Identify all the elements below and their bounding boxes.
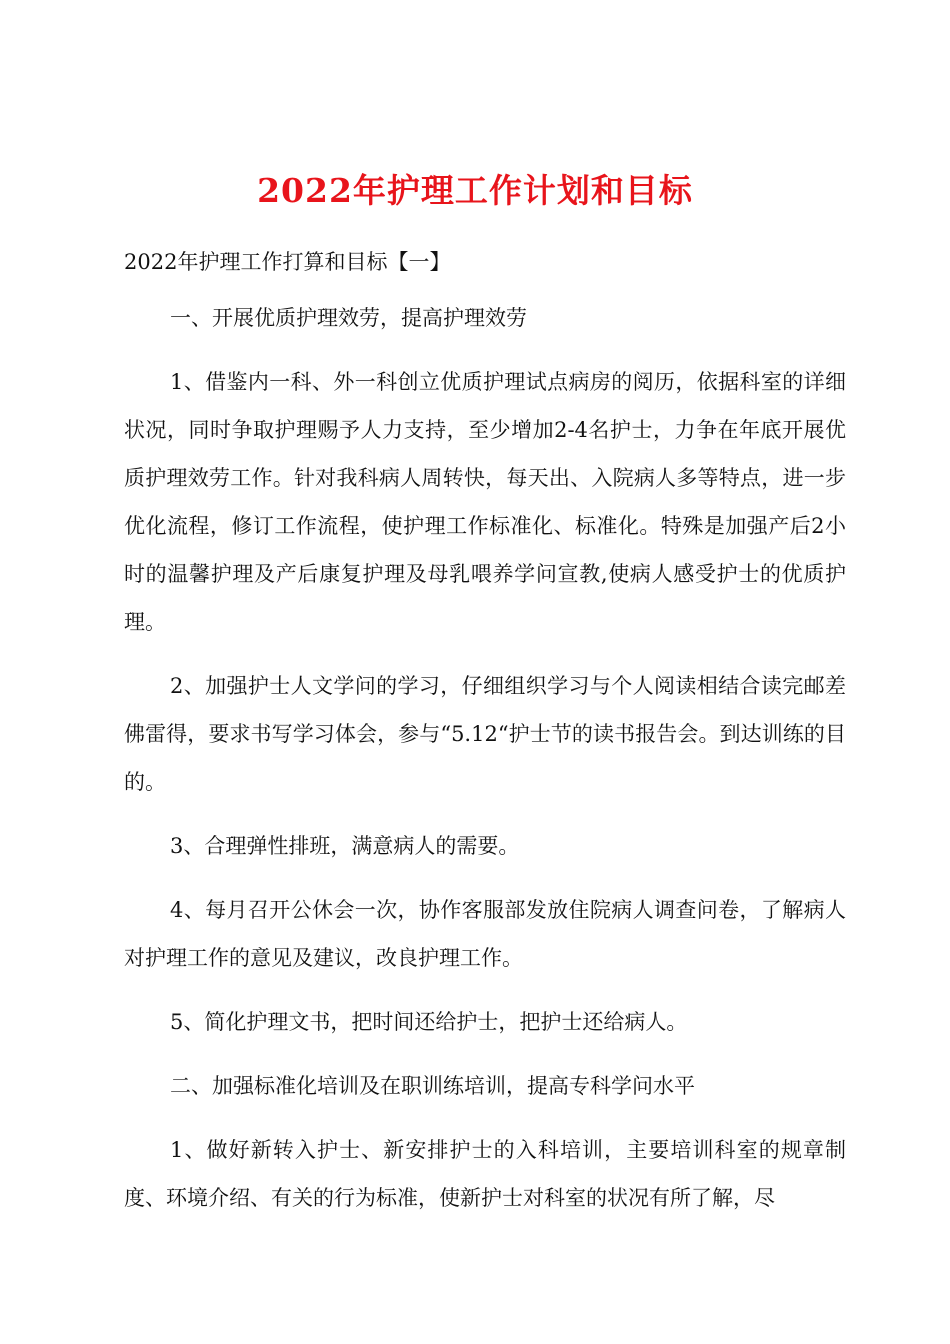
paragraph-item-1-3: 3、合理弹性排班，满意病人的需要。 [170, 834, 520, 858]
paragraph-heading-1: 一、开展优质护理效劳，提高护理效劳 [170, 306, 527, 330]
paragraph-item-1-4: 4、每月召开公休会一次，协作客服部发放住院病人调查问卷，了解病人对护理工作的意见及建议，改良护理工作。 [124, 898, 846, 970]
paragraph-item-2-1: 1、做好新转入护士、新安排护士的入科培训，主要培训科室的规章制度、环境介绍、有关的行为标准，使新护士对科室的状况有所了解，尽 [124, 1138, 846, 1210]
paragraph-item-1-2: 2、加强护士人文学问的学习，仔细组织学习与个人阅读相结合读完邮差佛雷得，要求书写学习体会，参与“5.12“护士节的读书报告会。到达训练的目的。 [124, 674, 846, 794]
paragraph-heading-2: 二、加强标准化培训及在职训练培训，提高专科学问水平 [170, 1074, 695, 1098]
paragraph-item-1-5: 5、简化护理文书，把时间还给护士，把护士还给病人。 [170, 1010, 688, 1034]
document-title: 2022年护理工作计划和目标 [257, 171, 693, 210]
section-subheading: 2022年护理工作打算和目标【一】 [124, 250, 451, 274]
document-body [124, 238, 846, 1238]
paragraph-item-1-1: 1、借鉴内一科、外一科创立优质护理试点病房的阅历，依据科室的详细状况，同时争取护理赐予人力支持，至少增加2-4名护士，力争在年底开展优质护理效劳工作。针对我科病人周转快，每天出、入院病人多等特点，进一步优化流程，修订工作流程，使护理工作标准化、标准化。特殊是加强产后2小时的温馨护理及产后康复护理及母乳喂养学问宣教,使病人感受护士的优质护理。 [124, 370, 846, 634]
